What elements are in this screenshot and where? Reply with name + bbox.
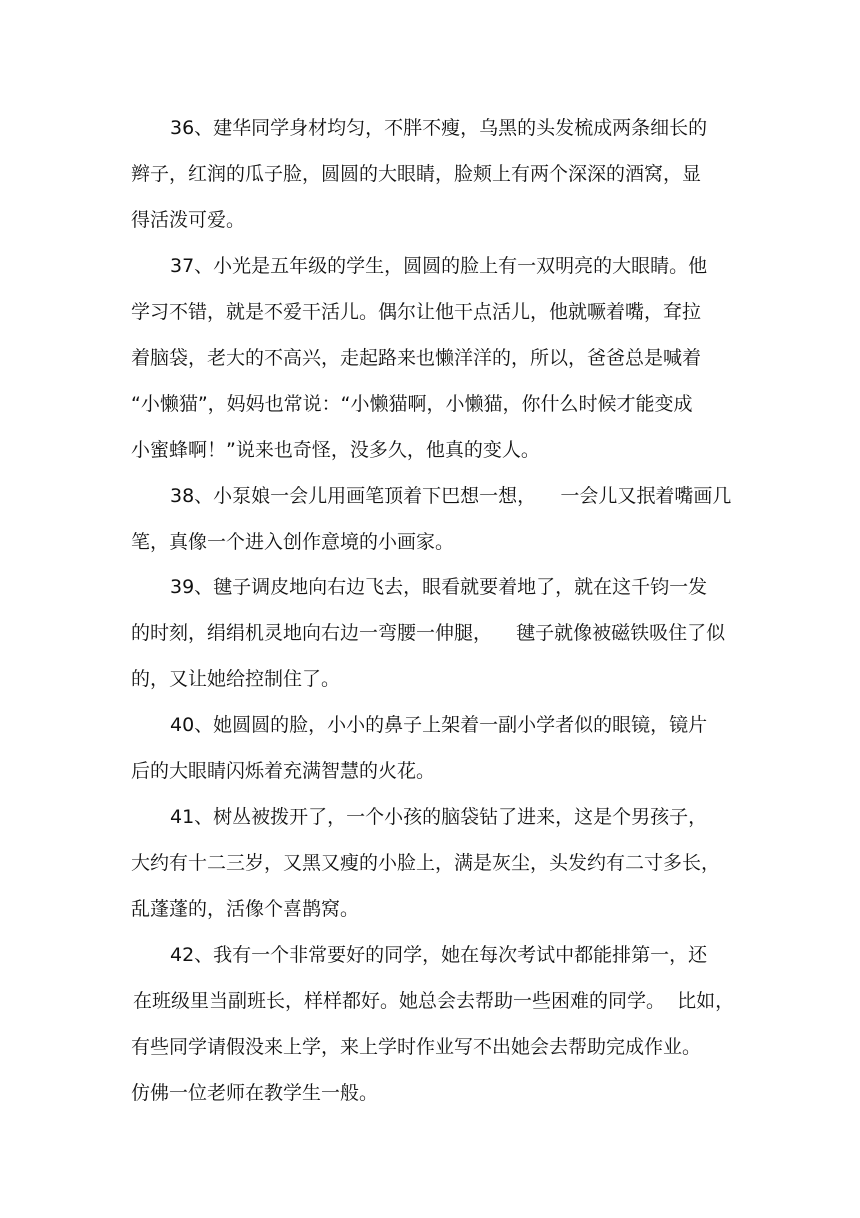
text-line: 的，又让她给控制住了。	[131, 668, 341, 690]
text-line: 36、建华同学身材均匀，不胖不瘦，乌黑的头发梳成两条细长的	[170, 117, 708, 139]
text-line: 37、小光是五年级的学生，圆圆的脸上有一双明亮的大眼睛。他	[170, 255, 708, 277]
text-line: 学习不错，就是不爱干活儿。偶尔让他干点活儿，他就噘着嘴，耷拉	[131, 301, 702, 323]
text-line: 小蜜蜂啊！”说来也奇怪，没多久，他真的变人。	[131, 439, 540, 461]
text-line: 在班级里当副班长，样样都好。她总会去帮助一些困难的同学。 比如，	[133, 990, 735, 1012]
text-line: 后的大眼睛闪烁着充满智慧的火花。	[131, 760, 436, 782]
text-line: 仿佛一位老师在教学生一般。	[131, 1082, 379, 1104]
text-line: 42、我有一个非常要好的同学，她在每次考试中都能排第一，还	[170, 944, 708, 966]
text-line: 着脑袋，老大的不高兴，走起路来也懒洋洋的，所以，爸爸总是喊着	[131, 347, 702, 369]
text-line: 40、她圆圆的脸，小小的鼻子上架着一副小学者似的眼镜，镜片	[170, 714, 708, 736]
text-line: 大约有十二三岁，又黑又瘦的小脸上，满是灰尘，头发约有二寸多长，	[131, 852, 721, 874]
text-line: 38、小泵娘一会儿用画笔顶着下巴想一想， 一会儿又抿着嘴画几	[170, 485, 732, 507]
text-line: “小懒猫”，妈妈也常说：“小懒猫啊，小懒猫，你什么时候才能变成	[131, 393, 693, 415]
text-line: 笔，真像一个进入创作意境的小画家。	[131, 531, 455, 553]
text-line: 39、毽子调皮地向右边飞去，眼看就要着地了，就在这千钧一发	[170, 576, 708, 598]
text-line: 辫子，红润的瓜子脸，圆圆的大眼睛，脸颊上有两个深深的酒窝，显	[131, 163, 702, 185]
text-line: 乱蓬蓬的，活像个喜鹊窝。	[131, 898, 360, 920]
text-line: 得活泼可爱。	[131, 209, 246, 231]
text-line: 有些同学请假没来上学，来上学时作业写不出她会去帮助完成作业。	[131, 1036, 702, 1058]
text-line: 41、树丛被拨开了，一个小孩的脑袋钻了进来，这是个男孩子，	[170, 806, 708, 828]
text-line: 的时刻，绢绢机灵地向右边一弯腰一伸腿， 毽子就像被磁铁吸住了似	[131, 622, 726, 644]
